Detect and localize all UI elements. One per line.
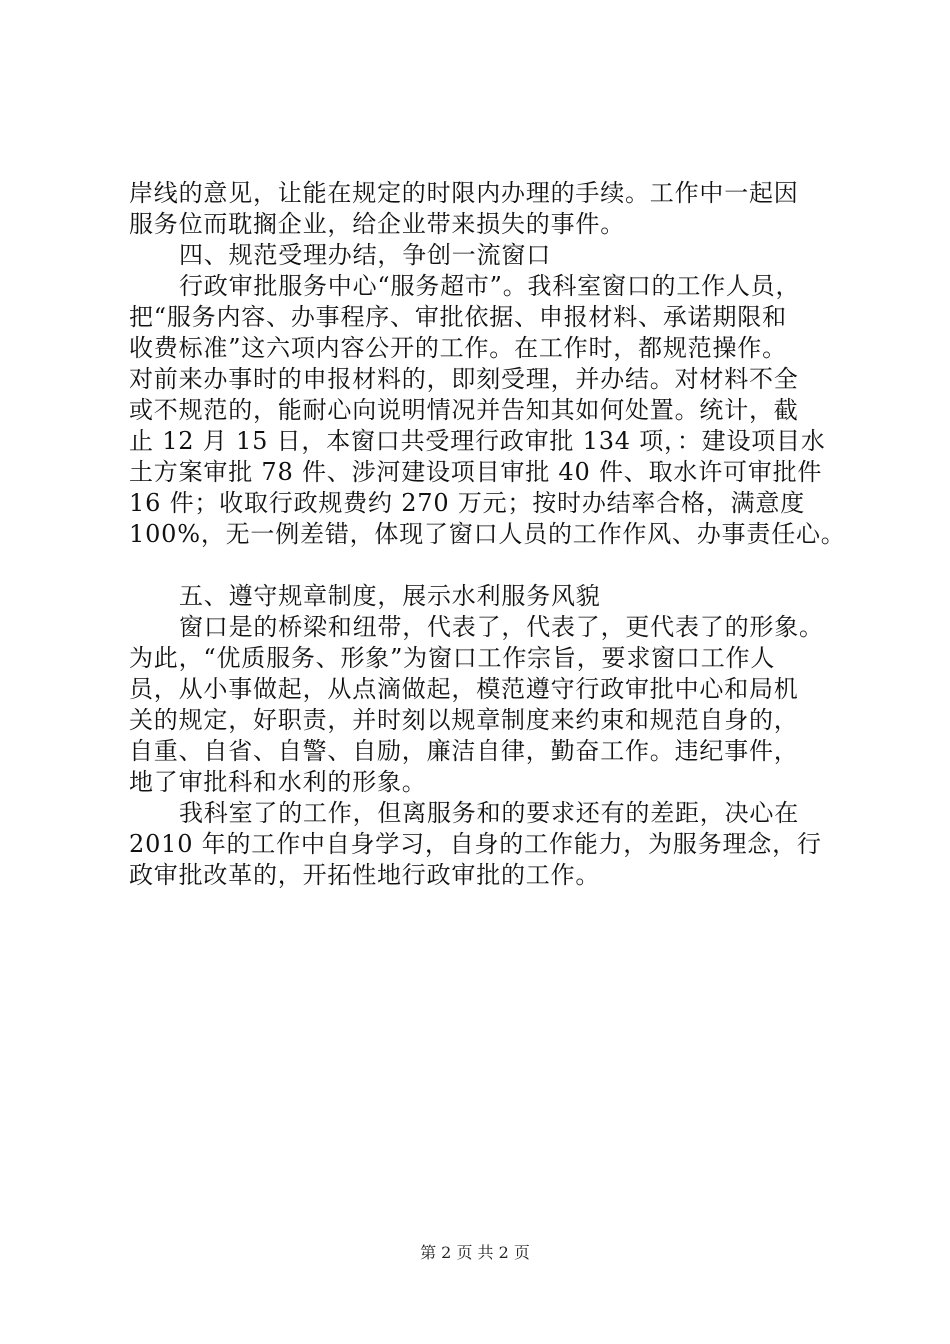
text-line: 100%，无一例差错，体现了窗口人员的工作作风、办事责任心。 xyxy=(129,520,846,548)
page-footer xyxy=(0,1243,950,1263)
section-heading: 四、规范受理办结，争创一流窗口 xyxy=(179,241,551,269)
text-line: 窗口是的桥梁和纽带，代表了，代表了，更代表了的形象。 xyxy=(179,613,824,641)
text-line: 收费标准”这六项内容公开的工作。在工作时，都规范操作。 xyxy=(129,334,787,362)
text-line: 16 件；收取行政规费约 270 万元；按时办结率合格，满意度 xyxy=(129,489,806,517)
text-line: 自重、自省、自警、自励，廉洁自律，勤奋工作。违纪事件， xyxy=(129,737,799,765)
text-line: 岸线的意见，让能在规定的时限内办理的手续。工作中一起因 xyxy=(129,179,799,207)
section-heading: 五、遵守规章制度，展示水利服务风貌 xyxy=(179,582,601,610)
text-line: 服务位而耽搁企业，给企业带来损失的事件。 xyxy=(129,210,625,238)
text-line: 员，从小事做起，从点滴做起，模范遵守行政审批中心和局机 xyxy=(129,675,799,703)
text-line: 止 12 月 15 日，本窗口共受理行政审批 134 项，：建设项目水 xyxy=(129,427,826,455)
text-line: 关的规定，好职责，并时刻以规章制度来约束和规范自身的， xyxy=(129,706,799,734)
text-line: 地了审批科和水利的形象。 xyxy=(129,768,427,796)
text-line: 土方案审批 78 件、涉河建设项目审批 40 件、取水许可审批件 xyxy=(129,458,823,486)
text-line: 对前来办事时的申报材料的，即刻受理，并办结。对材料不全 xyxy=(129,365,799,393)
page-number-label: 第 2 页 共 2 页 xyxy=(420,1243,530,1262)
blank-line xyxy=(129,550,829,581)
document-body xyxy=(129,178,846,891)
text-line: 2010 年的工作中自身学习，自身的工作能力，为服务理念，行 xyxy=(129,830,822,858)
text-line: 或不规范的，能耐心向说明情况并告知其如何处置。统计，截 xyxy=(129,396,799,424)
text-line: 把“服务内容、办事程序、审批依据、申报材料、承诺期限和 xyxy=(129,303,787,331)
text-line: 我科室了的工作，但离服务和的要求还有的差距，决心在 xyxy=(179,799,799,827)
text-line: 行政审批服务中心“服务超市”。我科室窗口的工作人员， xyxy=(179,272,801,300)
text-line: 为此，“优质服务、形象”为窗口工作宗旨，要求窗口工作人 xyxy=(129,644,776,672)
text-line: 政审批改革的，开拓性地行政审批的工作。 xyxy=(129,861,601,889)
